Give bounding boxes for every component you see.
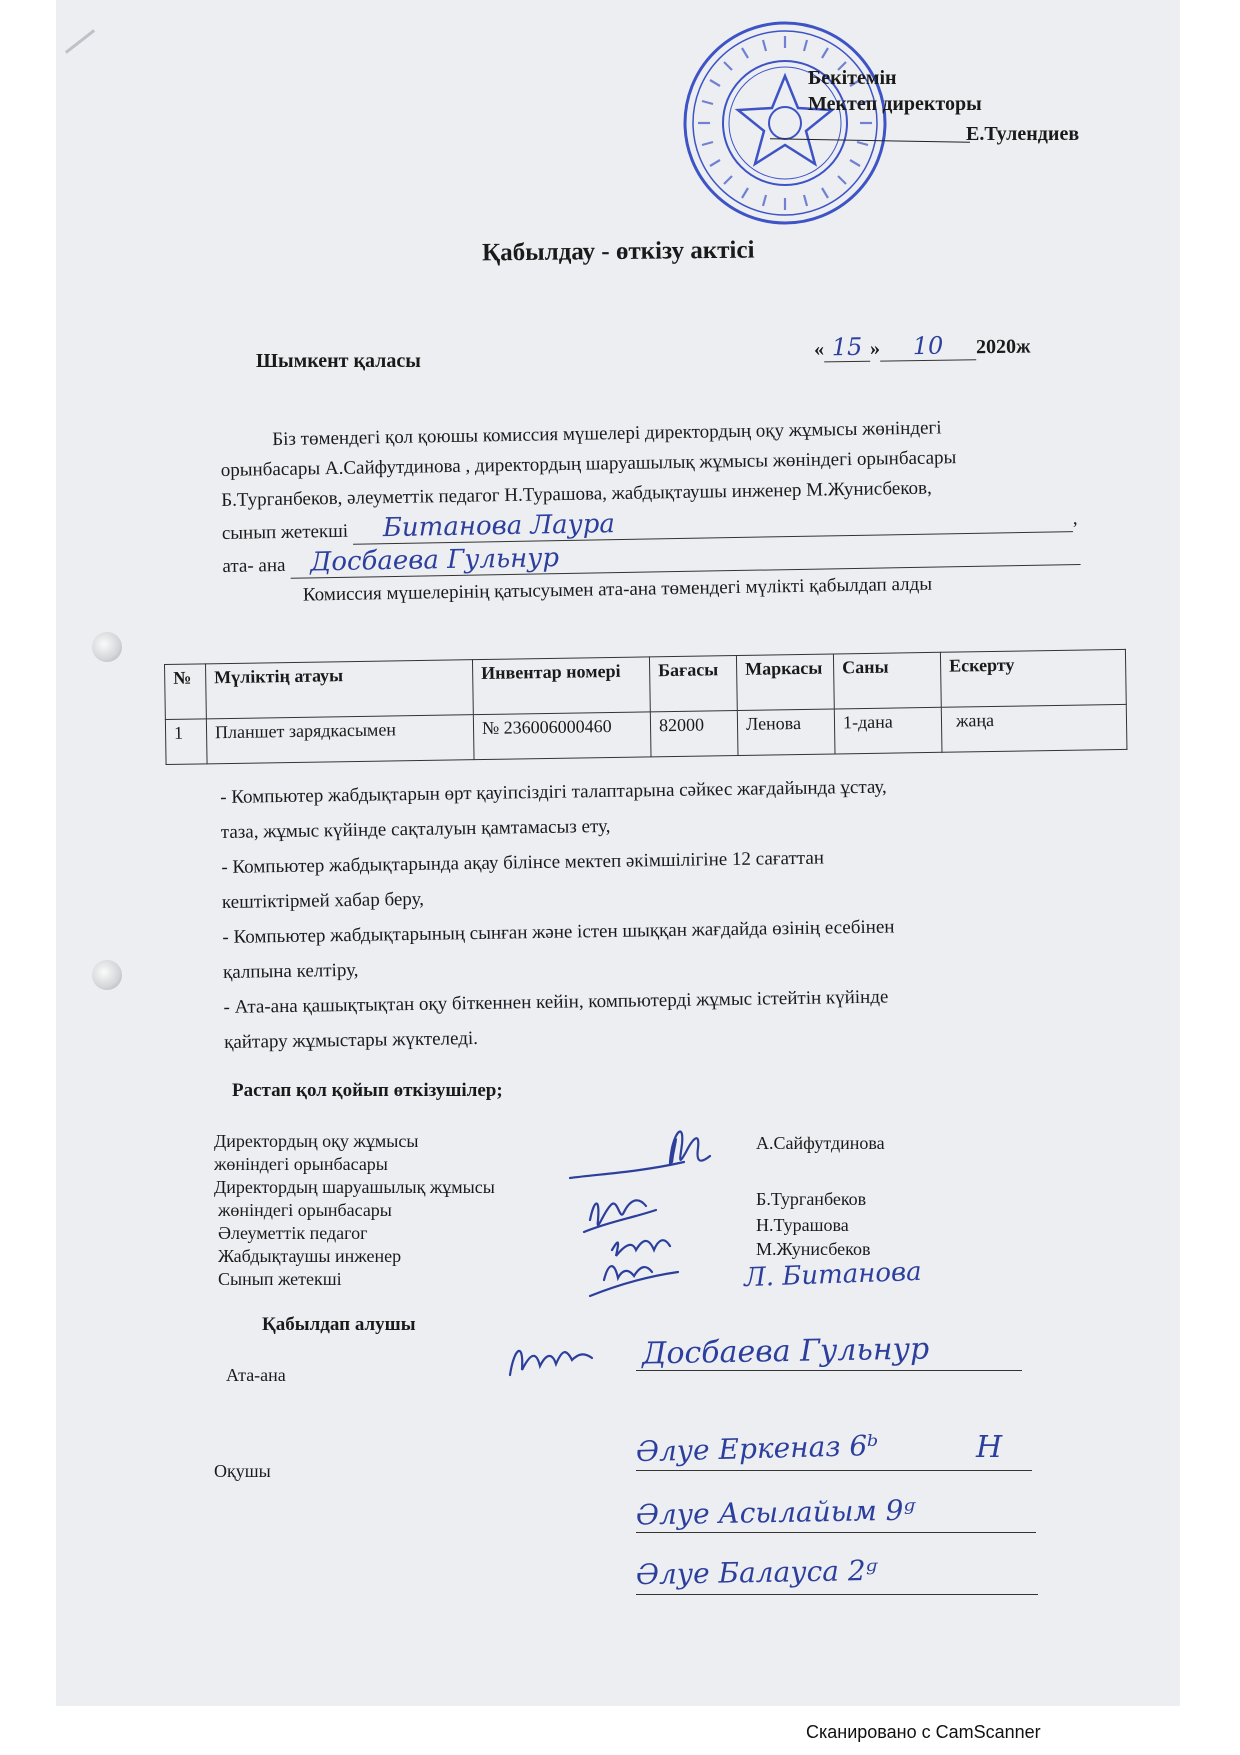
- role-line: Сынып жетекші: [218, 1269, 342, 1289]
- duty-line: - Компьютер жабдықтарын өрт қауіпсіздігі талаптарына сәйкес жағдайында ұстау,: [220, 776, 887, 808]
- intro-paragraph: [220, 410, 1123, 612]
- duty-line: таза, жұмыс күйінде сақталуын қамтамасыз ету,: [220, 815, 611, 843]
- assets-table: [164, 649, 1127, 765]
- signatories-heading: Растап қол қойып өткізушілер;: [232, 1080, 503, 1101]
- cell-name: Планшет зарядкасымен: [206, 715, 474, 764]
- student-mark: Н: [976, 1430, 1003, 1465]
- date-open-quote: «: [813, 338, 825, 361]
- cell-brand: Ленова: [737, 709, 835, 756]
- col-header-inventory: Инвентар номері: [472, 657, 650, 715]
- receiver-parent-label: Ата-ана: [226, 1365, 286, 1385]
- punch-hole-bottom: [92, 960, 122, 990]
- parent-signature-name: Досбаева Гульнур: [641, 1331, 930, 1372]
- student-signature: Әлуе Балаусa 2ᶢ: [635, 1553, 880, 1592]
- duty-line: - Компьютер жабдықтарының сынған және істен шыққан жағдайда өзінің есебінен: [222, 916, 895, 948]
- duty-line: қайтару жұмыстары жүктеледі.: [223, 1027, 479, 1053]
- cell-number: 1: [165, 719, 207, 765]
- duties-list: [220, 766, 1114, 1060]
- intro-line-2: орынбасары А.Сайфутдинова , директордың шаруашылық жұмысы жөніндегі орынбасары: [220, 447, 957, 481]
- cell-quantity: 1-дана: [834, 707, 942, 754]
- official-stamp: [680, 18, 890, 228]
- approval-line-director: Мектеп директоры: [808, 93, 982, 115]
- role-line: жөніндегі орынбасары: [214, 1154, 388, 1174]
- cell-note: жаңа: [941, 704, 1127, 752]
- cell-price: 82000: [650, 711, 738, 757]
- signatory-name-4: М.Жунисбеков: [756, 1239, 871, 1259]
- parent-signature-line: [636, 1370, 1022, 1371]
- col-header-quantity: Саны: [833, 652, 941, 709]
- receivers-heading: Қабылдап алушы: [262, 1314, 416, 1335]
- intro-line-3: Б.Турганбеков, әлеуметтік педагог Н.Турашова, жабдықтаушы инженер М.Жунисбеков,: [221, 477, 932, 511]
- intro-line-1: Біз төмендегі қол қоюшы комиссия мүшелері директордың оқу жұмысы жөніндегі: [272, 417, 942, 451]
- city: Шымкент қаласы: [256, 350, 421, 372]
- date-close-quote: »: [869, 337, 881, 360]
- role-line: Директордың шаруашылық жұмысы: [214, 1177, 495, 1197]
- role-line: жөніндегі орынбасары: [218, 1200, 392, 1220]
- duty-line: қалпына келтіру,: [222, 959, 359, 983]
- intro-line-6: Комиссия мүшелерінің қатысуымен ата-ана төмендегі мүлікті қабылдап алды: [302, 573, 933, 606]
- student-signature: Әлуе Асылайым 9ᶢ: [635, 1493, 918, 1532]
- signatory-name-1: А.Сайфутдинова: [756, 1133, 885, 1153]
- punch-hole-top: [92, 632, 122, 662]
- class-teacher-row: сынып жетекші Битанова Лаура ,: [222, 500, 1122, 549]
- role-line: Әлеуметтік педагог: [218, 1223, 368, 1243]
- approval-director-name: Е.Тулендиев: [966, 123, 1080, 145]
- role-line: Директордың оқу жұмысы: [214, 1131, 419, 1151]
- parent-initial-signature: [500, 1330, 620, 1390]
- date-year: 2020ж: [975, 335, 1031, 359]
- col-header-name: Мүліктің атауы: [206, 660, 474, 719]
- signatory-roles: [214, 1130, 495, 1291]
- student-line-3: [636, 1594, 1038, 1595]
- role-line: Жабдықтаушы инженер: [218, 1246, 402, 1266]
- document-title: Қабылдау - өткізу актісі: [481, 236, 755, 267]
- date-month: 10: [880, 331, 976, 361]
- col-header-note: Ескерту: [940, 649, 1126, 707]
- col-header-number: №: [165, 664, 207, 720]
- handwritten-signatures: [560, 1100, 770, 1310]
- parent-label: ата- ана: [222, 554, 286, 577]
- signatory-name-3: Н.Турашова: [756, 1215, 849, 1235]
- student-line-2: [636, 1532, 1036, 1533]
- student-signature: Әлуе Еркеназ 6ᵇ: [635, 1428, 879, 1469]
- signatory-name-2: Б.Турганбеков: [756, 1189, 867, 1209]
- duty-line: - Ата-ана қашықтықтан оқу біткеннен кейін, компьютерді жұмыс істейтін күйінде: [223, 986, 889, 1018]
- col-header-price: Бағасы: [649, 656, 737, 712]
- cell-inventory: № 236006000460: [473, 712, 651, 760]
- parent-handwritten: Досбаева Гульнур: [290, 534, 1080, 579]
- class-teacher-label: сынып жетекші: [221, 520, 349, 544]
- date-day: 15: [824, 333, 870, 363]
- approval-line-approve: Бекітемін: [808, 67, 897, 89]
- duty-line: - Компьютер жабдықтарында ақау білінсе мектеп әкімшілігіне 12 сағаттан: [221, 847, 825, 878]
- class-teacher-handwritten: Битанова Лаура: [353, 501, 1073, 545]
- scanner-watermark: Сканировано с CamScanner: [806, 1722, 1041, 1742]
- duty-line: кештіктірмей хабар беру,: [221, 888, 425, 913]
- document-date: [814, 330, 1031, 362]
- class-teacher-signature: Л. Битанова: [743, 1256, 923, 1294]
- receiver-student-label: Оқушы: [214, 1461, 271, 1481]
- student-line-1: [636, 1470, 1032, 1471]
- col-header-brand: Маркасы: [736, 654, 834, 711]
